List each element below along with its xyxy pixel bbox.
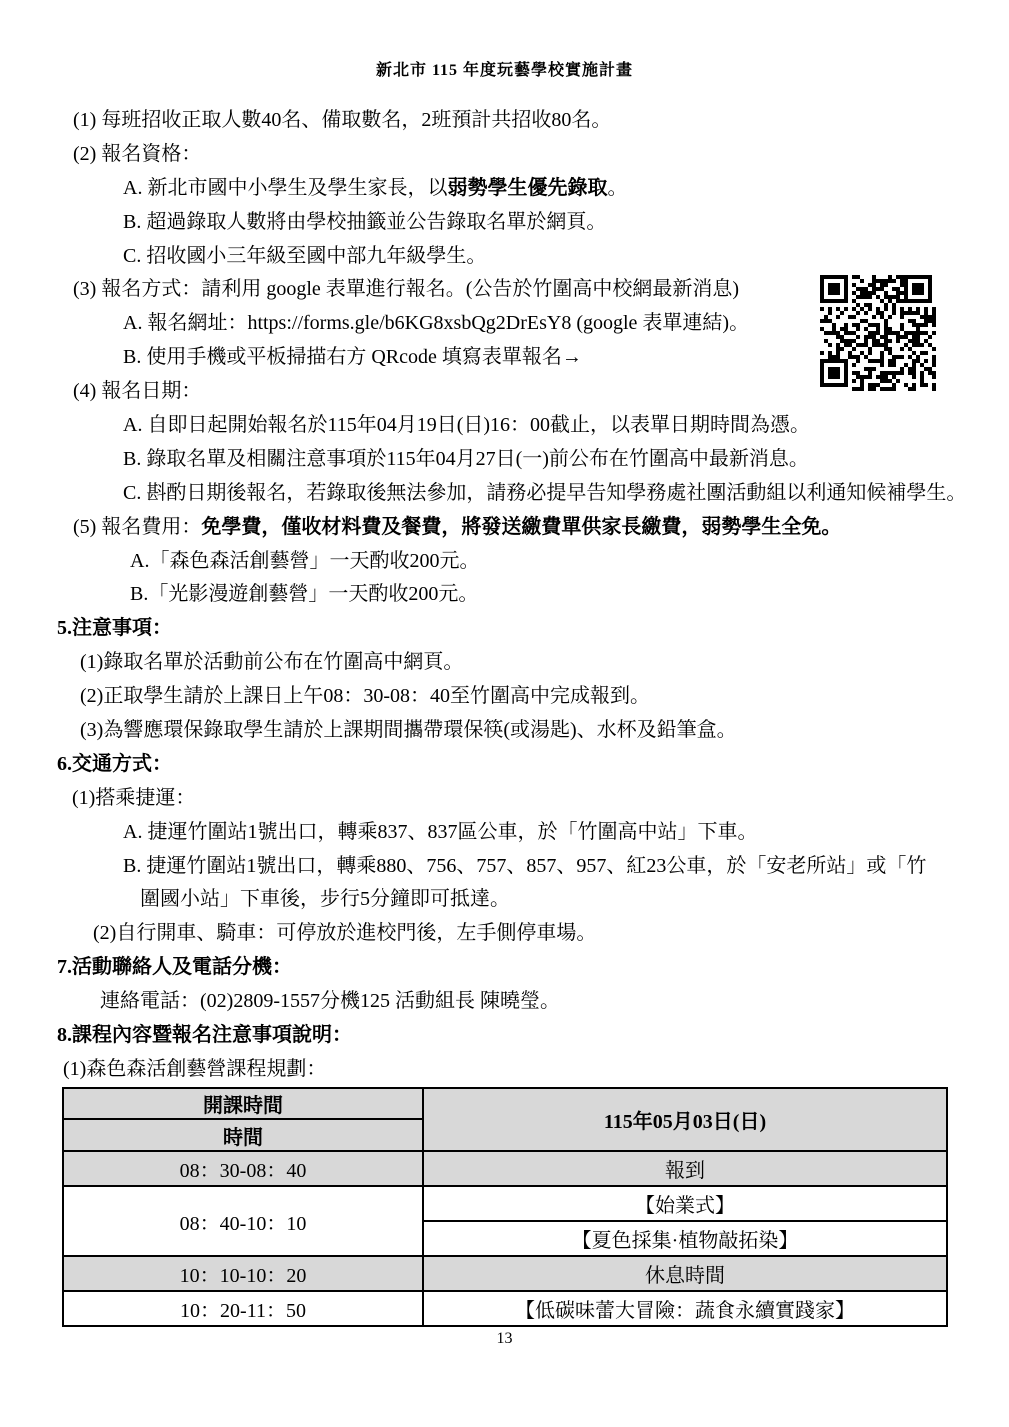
list-item-2c: C. 招收國小三年級至國中部九年級學生。 [123, 244, 487, 267]
document-title: 新北市 115 年度玩藝學校實施計畫 [375, 62, 634, 79]
list-item-5a: A.「森色森活創藝營」一天酌收200元。 [130, 549, 480, 572]
table-row [63, 1151, 947, 1186]
course-schedule-table [62, 1087, 948, 1327]
course-plan-heading: (1)森色森活創藝營課程規劃： [63, 1057, 327, 1080]
qr-code-icon [820, 275, 936, 391]
cell-activity: 休息時間 [423, 1256, 947, 1291]
list-item-1: (1) 每班招收正取人數40名、備取數名，2班預計共招收80名。 [73, 108, 612, 131]
list-item-2a [57, 171, 987, 205]
cell-activity: 【夏色採集·植物敲拓染】 [423, 1221, 947, 1256]
traffic-item-1a: A. 捷運竹圍站1號出口，轉乘837、837區公車，於「竹圍高中站」下車。 [123, 820, 758, 843]
section-heading-5: 5.注意事項： [57, 617, 172, 640]
list-item-3a-registration-url: A. 報名網址：https://forms.gle/b6KG8xsbQg2DrEsY8 (google 表單連結)。 [123, 312, 750, 335]
cell-time: 08：30-08：40 [63, 1151, 423, 1186]
cell-time: 10：10-10：20 [63, 1256, 423, 1291]
traffic-item-2: (2)自行開車、騎車：可停放於進校門後，左手側停車場。 [93, 922, 597, 945]
table-row [63, 1291, 947, 1326]
contact-phone-line: 連絡電話：(02)2809-1557分機125 活動組長 陳曉瑩。 [100, 990, 560, 1013]
text: 。 [607, 176, 628, 199]
traffic-item-1b: B. 捷運竹圍站1號出口，轉乘880、756、757、857、957、紅23公車，於「安老所站」或「竹 [123, 854, 927, 877]
cell-activity: 報到 [423, 1151, 947, 1186]
header-time: 時間 [63, 1119, 423, 1151]
header-date: 115年05月03日(日) [423, 1088, 947, 1151]
cell-time: 08：40-10：10 [63, 1186, 423, 1256]
section-heading-8: 8.課程內容暨報名注意事項說明： [57, 1023, 352, 1046]
list-item-3b: B. 使用手機或平板掃描右方 QRcode 填寫表單報名→ [123, 346, 582, 369]
table-row [63, 1256, 947, 1291]
bold-text: 免學費，僅收材料費及餐費，將發送繳費單供家長繳費，弱勢學生全免。 [201, 515, 842, 538]
table-header-row [63, 1088, 947, 1119]
note-item-2: (2)正取學生請於上課日上午08：30-08：40至竹圍高中完成報到。 [80, 685, 650, 708]
text: (5) 報名費用： [73, 515, 202, 538]
section-heading-6: 6.交通方式： [57, 752, 172, 775]
list-item-4a: A. 自即日起開始報名於115年04月19日(日)16：00截止，以表單日期時間為憑。 [123, 413, 811, 436]
document-body [57, 103, 987, 1086]
section-heading-7: 7.活動聯絡人及電話分機： [57, 956, 292, 979]
note-item-3: (3)為響應環保錄取學生請於上課期間攜帶環保筷(或湯匙)、水杯及鉛筆盒。 [80, 718, 737, 741]
note-item-1: (1)錄取名單於活動前公布在竹圍高中網頁。 [80, 651, 464, 674]
traffic-item-1b-continued: 圍國小站」下車後，步行5分鐘即可抵達。 [140, 888, 510, 911]
table-row [63, 1186, 947, 1221]
list-item-5b: B.「光影漫遊創藝營」一天酌收200元。 [130, 583, 479, 606]
list-item-4: (4) 報名日期： [73, 380, 202, 403]
list-item-3: (3) 報名方式：請利用 google 表單進行報名。(公告於竹圍高中校網最新消息) [73, 278, 740, 301]
text: A. 新北市國中小學生及學生家長，以 [123, 176, 448, 199]
cell-activity: 【始業式】 [423, 1186, 947, 1221]
list-item-2: (2) 報名資格： [73, 142, 202, 165]
traffic-item-1: (1)搭乘捷運： [72, 786, 196, 809]
bold-text: 弱勢學生優先錄取 [447, 176, 608, 199]
list-item-4b: B. 錄取名單及相關注意事項於115年04月27日(一)前公布在竹圍高中最新消息。 [123, 447, 809, 470]
cell-time: 10：20-11：50 [63, 1291, 423, 1326]
list-item-5 [57, 510, 987, 544]
list-item-2b: B. 超過錄取人數將由學校抽籤並公告錄取名單於網頁。 [123, 210, 607, 233]
cell-activity: 【低碳味蕾大冒險：蔬食永續實踐家】 [423, 1291, 947, 1326]
list-item-4c: C. 斟酌日期後報名，若錄取後無法參加，請務必提早告知學務處社團活動組以利通知候補學生。 [123, 481, 967, 504]
header-course-time: 開課時間 [63, 1088, 423, 1119]
page-number: 13 [496, 1330, 513, 1347]
